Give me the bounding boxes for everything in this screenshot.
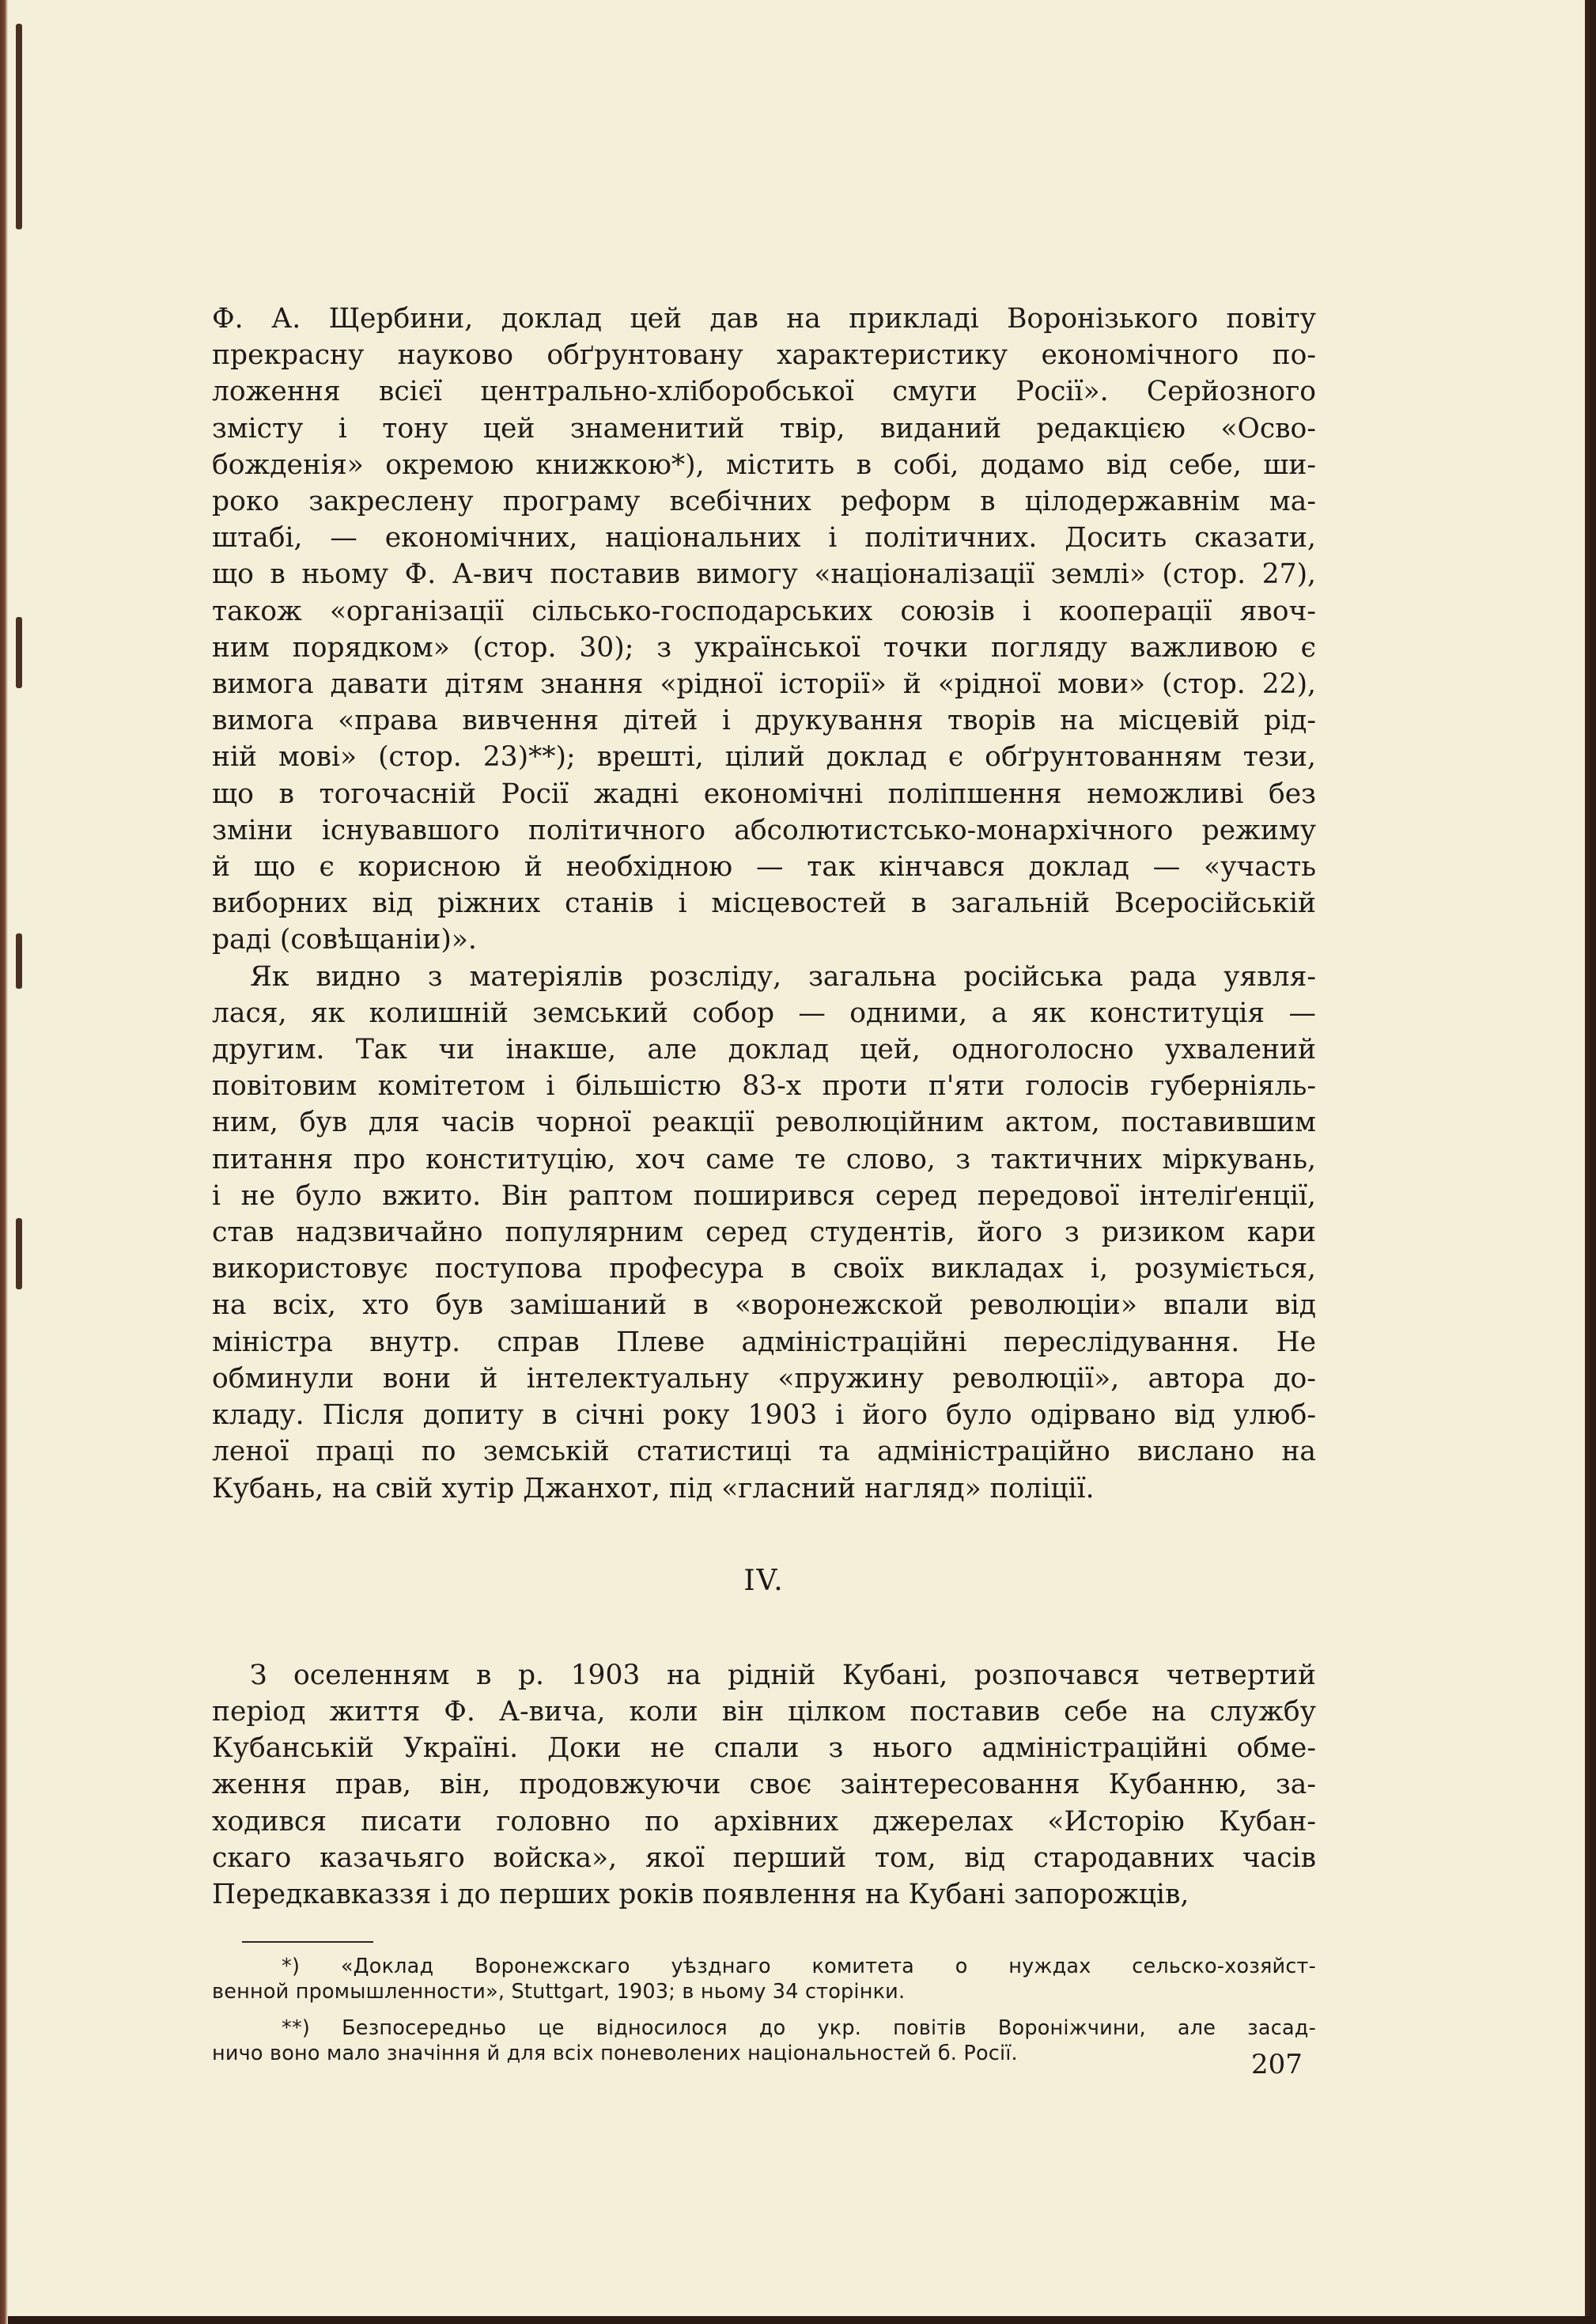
- text-line: став надзвичайно популярним серед студентів, його з ризиком кари: [212, 1217, 1316, 1249]
- text-line: що в ньому Ф. А-вич поставив вимогу «націоналізації землі» (стор. 27),: [212, 558, 1316, 591]
- footnote-2: [212, 2016, 1316, 2066]
- text-line: прекрасну науково обґрунтовану характеристику економічного по-: [212, 339, 1316, 372]
- text-line: раді (совѣщаніи)».: [212, 924, 477, 956]
- footnote-line: ничо воно мало значіння й для всіх поневолених національностей б. Росії.: [212, 2042, 1018, 2066]
- page-number: 207: [1251, 2049, 1303, 2080]
- text-line: повітовим комітетом і більшістю 83-х проти п'яти голосів губерніяль-: [212, 1070, 1316, 1103]
- page-binding-edge: [0, 0, 8, 2324]
- text-line: лася, як колишній земський собор — одними, а як конституція —: [212, 997, 1316, 1029]
- text-line: і не було вжито. Він раптом поширився серед передової інтеліґенції,: [212, 1179, 1316, 1212]
- binding-mark: [16, 1218, 22, 1289]
- text-line: період життя Ф. А-вича, коли він цілком поставив себе на службу: [212, 1695, 1316, 1728]
- paragraph-rada: [212, 959, 1316, 1507]
- text-line: міністра внутр. справ Плеве адміністраційні переслідування. Не: [212, 1326, 1316, 1358]
- text-line: ній мові» (стор. 23)**); врешті, цілий доклад є обґрунтованням тези,: [212, 741, 1316, 774]
- text-line: ження прав, він, продовжуючи своє заінтересовання Кубанню, за-: [212, 1769, 1316, 1801]
- binding-mark: [16, 933, 22, 989]
- text-line: обминули вони й інтелектуальну «пружину революції», автора до-: [212, 1362, 1316, 1395]
- paragraph-continuation: [212, 301, 1316, 959]
- text-line: ним порядком» (стор. 30); з української точки погляду важливою є: [212, 631, 1316, 664]
- text-line: кладу. Після допиту в січні року 1903 і його було одірвано від улюб-: [212, 1399, 1316, 1432]
- binding-mark: [16, 617, 22, 688]
- text-line: штабі, — економічних, національних і політичних. Досить сказати,: [212, 522, 1316, 555]
- binding-mark: [16, 24, 22, 229]
- text-line: Передкавказзя і до перших років появлення на Кубані запорожців,: [212, 1878, 1189, 1910]
- text-line: що в тогочасній Росії жадні економічні поліпшення неможливі без: [212, 778, 1316, 810]
- footnote-line: **) Безпосередньо це відносилося до укр. повітів Вороніжчини, але засад-: [282, 2016, 1316, 2041]
- text-line: використовує поступова професура в своїх викладах і, розуміється,: [212, 1253, 1316, 1285]
- text-line: скаго казачьяго войска», якої перший том, від стародавних часів: [212, 1841, 1316, 1874]
- text-line: другим. Так чи інакше, але доклад цей, одноголосно ухвалений: [212, 1034, 1316, 1066]
- text-line: роко закреслену програму всебічних реформ в цілодержавнім ма-: [212, 486, 1316, 518]
- text-line: питання про конституцію, хоч саме те слово, з тактичних міркувань,: [212, 1143, 1316, 1175]
- text-line: ложення всієї центрально-хліборобської смуги Росії». Серйозного: [212, 376, 1316, 408]
- text-line: Як видно з матеріялів розсліду, загальна російська рада уявля-: [250, 960, 1316, 993]
- text-line: леної праці по земській статистиці та адміністраційно вислано на: [212, 1436, 1316, 1468]
- text-line: зміни існувавшого політичного абсолютистсько-монархічного режиму: [212, 814, 1316, 846]
- footnote-1: [212, 1954, 1316, 2004]
- footnote-line: венной промышленности», Stuttgart, 1903; в ньому 34 сторінки.: [212, 1980, 906, 2004]
- text-line: Ф. А. Щербини, доклад цей дав на прикладі Воронізького повіту: [212, 303, 1316, 335]
- page-text-block: [212, 301, 1316, 2066]
- text-line: вимога «права вивчення дітей і друкування творів на місцевій рід-: [212, 705, 1316, 737]
- footnote-line: *) «Доклад Воронежскаго уѣзднаго комитета о нуждах сельско-хозяйст-: [282, 1955, 1316, 1979]
- text-line: виборних від ріжних станів і місцевостей в загальній Всеросійській: [212, 888, 1316, 920]
- section-heading: IV.: [743, 1564, 785, 1597]
- text-line: ходився писати головно по архівних джерелах «Исторію Кубан-: [212, 1805, 1316, 1838]
- text-line: змісту і тону цей знаменитий твір, виданий редакцією «Осво-: [212, 412, 1316, 445]
- text-line: ним, був для часів чорної реакції революційним актом, поставившим: [212, 1107, 1316, 1139]
- paragraph-fourth-period: [212, 1657, 1316, 1913]
- text-line: й що є корисною й необхідною — так кінчався доклад — «участь: [212, 851, 1316, 884]
- footnote-divider: [242, 1941, 373, 1943]
- text-line: на всіх, хто був замішаний в «воронежской революціи» впали від: [212, 1289, 1316, 1322]
- text-line: Кубань, на свій хутір Джанхот, під «гласний нагляд» поліції.: [212, 1472, 1095, 1505]
- text-line: також «організації сільсько-господарських союзів і кооперації явоч-: [212, 595, 1316, 627]
- text-line: З оселенням в р. 1903 на рідній Кубані, розпочався четвертий: [250, 1659, 1316, 1691]
- text-line: вимога давати дітям знання «рідної історії» й «рідної мови» (стор. 22),: [212, 668, 1316, 701]
- text-line: божденія» окремою книжкою*), містить в собі, додамо від себе, ши-: [212, 449, 1316, 481]
- text-line: Кубанській Україні. Доки не спали з нього адміністраційні обме-: [212, 1732, 1316, 1765]
